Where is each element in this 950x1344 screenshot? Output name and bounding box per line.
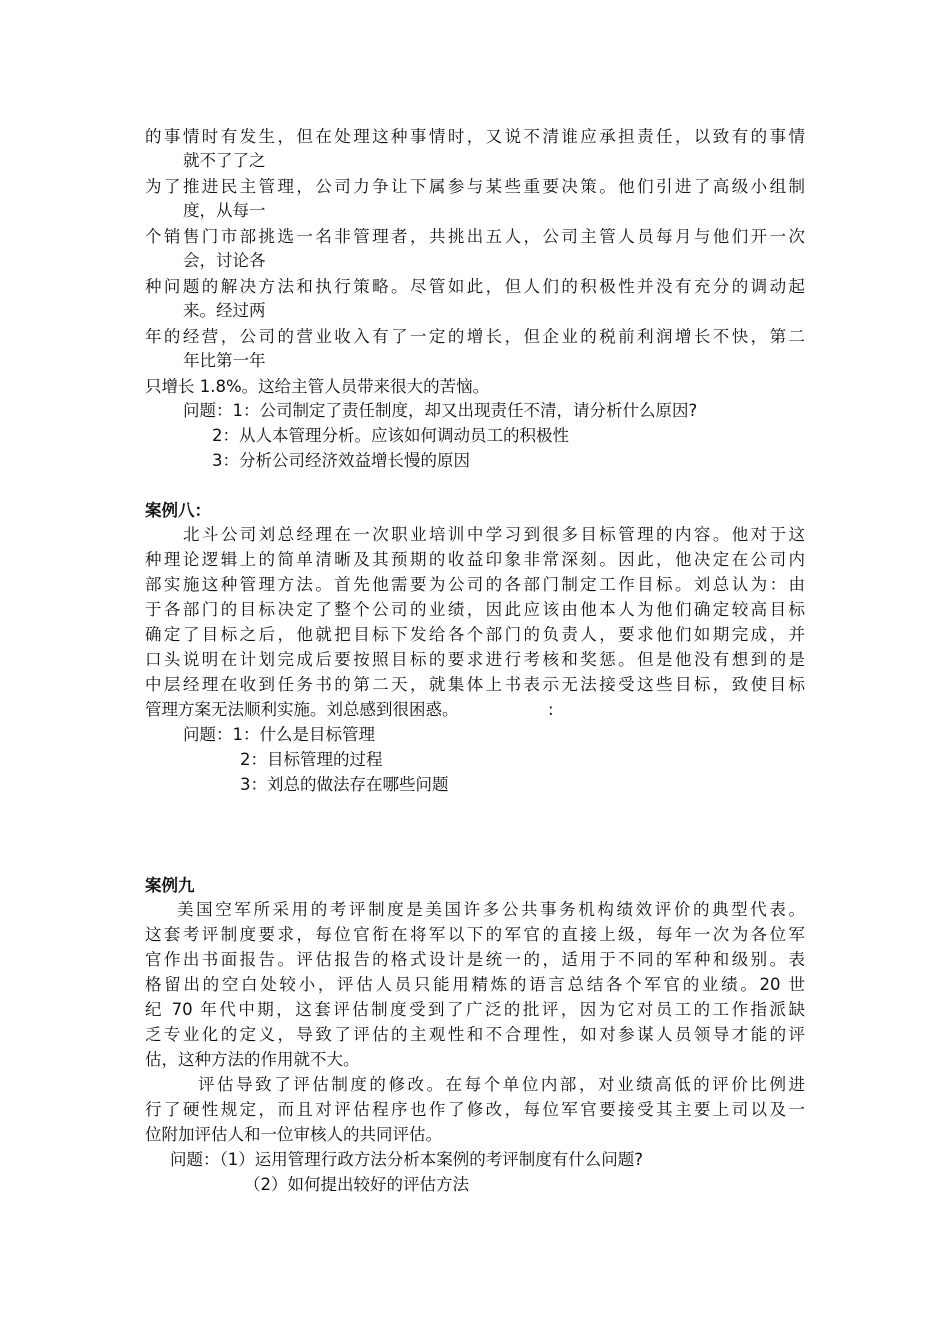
paragraph-line: 估，这种方法的作用就不大。: [145, 1050, 360, 1069]
paragraph-line: 年比第一年: [183, 351, 266, 370]
paragraph-line: 于各部门的目标决定了整个公司的业绩，因此应该由他本人为他们确定较高目标: [145, 600, 805, 619]
question-line: 2：从人本管理分析。应该如何调动员工的积极性: [212, 426, 569, 445]
paragraph-line: 格留出的空白处较小，评估人员只能用精炼的语言总结各个军官的业绩。20 世: [145, 975, 805, 994]
paragraph-line: 口头说明在计划完成后要按照目标的要求进行考核和奖惩。但是他没有想到的是: [145, 650, 805, 669]
paragraph-line: 这套考评制度要求，每位官衔在将军以下的军官的直接上级，每年一次为各位军: [145, 925, 805, 944]
question-line: 问题：1：什么是目标管理: [183, 725, 375, 744]
paragraph-line: 纪 70 年代中期，这套评估制度受到了广泛的批评，因为它对员工的工作指派缺: [145, 1000, 805, 1019]
paragraph-line: 的事情时有发生，但在处理这种事情时，又说不清谁应承担责任，以致有的事情: [145, 127, 805, 146]
paragraph-line: 北斗公司刘总经理在一次职业培训中学习到很多目标管理的内容。他对于这: [183, 525, 805, 544]
paragraph-line: 评估导致了评估制度的修改。在每个单位内部，对业绩高低的评价比例进: [198, 1075, 805, 1094]
paragraph-line: 种问题的解决方法和执行策略。尽管如此，但人们的积极性并没有充分的调动起: [145, 277, 805, 296]
case8-title: 案例八：: [145, 501, 211, 520]
paragraph-line: 行了硬性规定，而且对评估程序也作了修改，每位军官要接受其主要上司以及一: [145, 1100, 805, 1119]
paragraph-line: 就不了了之: [183, 151, 266, 170]
paragraph-line: 乏专业化的定义，导致了评估的主观性和不合理性，如对参谋人员领导才能的评: [145, 1025, 805, 1044]
paragraph-line: 只增长 1.8%。这给主管人员带来很大的苦恼。: [145, 377, 490, 396]
stray-mark: :: [548, 700, 554, 719]
paragraph-line: 来。经过两: [183, 301, 266, 320]
question-line: 3：分析公司经济效益增长慢的原因: [212, 451, 470, 470]
paragraph-line: 美国空军所采用的考评制度是美国许多公共事务机构绩效评价的典型代表。: [177, 900, 805, 919]
paragraph-line: 度，从每一: [183, 201, 266, 220]
paragraph-line: 年的经营，公司的营业收入有了一定的增长，但企业的税前利润增长不快，第二: [145, 327, 805, 346]
paragraph-line: 会，讨论各: [183, 251, 266, 270]
case9-title: 案例九: [145, 876, 195, 895]
question-line: （2）如何提出较好的评估方法: [244, 1175, 469, 1194]
paragraph-line: 管理方案无法顺利实施。刘总感到很困惑。: [145, 700, 459, 719]
paragraph-line: 种理论逻辑上的简单清晰及其预期的收益印象非常深刻。因此，他决定在公司内: [145, 550, 805, 569]
paragraph-line: 部实施这种管理方法。首先他需要为公司的各部门制定工作目标。刘总认为：由: [145, 575, 805, 594]
paragraph-line: 中层经理在收到任务书的第二天，就集体上书表示无法接受这些目标，致使目标: [145, 675, 805, 694]
question-line: 2：目标管理的过程: [240, 750, 383, 769]
question-line: 3：刘总的做法存在哪些问题: [240, 775, 449, 794]
paragraph-line: 位附加评估人和一位审核人的共同评估。: [145, 1125, 442, 1144]
question-line: 问题：（1）运用管理行政方法分析本案例的考评制度有什么问题?: [170, 1150, 644, 1169]
paragraph-line: 为了推进民主管理，公司力争让下属参与某些重要决策。他们引进了高级小组制: [145, 177, 805, 196]
paragraph-line: 个销售门市部挑选一名非管理者，共挑出五人，公司主管人员每月与他们开一次: [145, 227, 805, 246]
paragraph-line: 确定了目标之后，他就把目标下发给各个部门的负责人，要求他们如期完成，并: [145, 625, 805, 644]
paragraph-line: 官作出书面报告。评估报告的格式设计是统一的，适用于不同的军种和级别。表: [145, 950, 805, 969]
question-line: 问题：1：公司制定了责任制度，却又出现责任不清，请分析什么原因?: [183, 401, 698, 420]
